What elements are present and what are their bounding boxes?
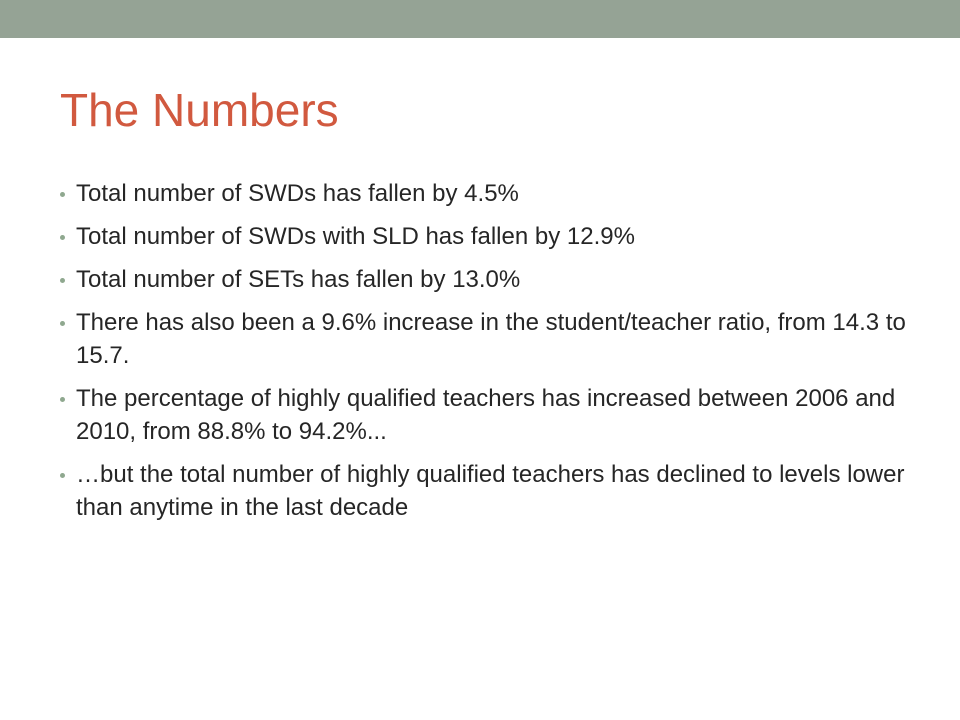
bullet-list bbox=[60, 177, 920, 534]
bullet-text: There has also been a 9.6% increase in the student/teacher ratio, from 14.3 to 15.7. bbox=[76, 309, 906, 369]
top-accent-bar bbox=[0, 0, 960, 38]
bullet-text: …but the total number of highly qualified teachers has declined to levels lower than anytime in the last decade bbox=[76, 461, 905, 521]
bullet-item bbox=[60, 458, 920, 524]
bullet-item bbox=[60, 220, 920, 253]
bullet-icon bbox=[60, 278, 65, 283]
bullet-text: Total number of SETs has fallen by 13.0% bbox=[76, 266, 521, 293]
bullet-icon bbox=[60, 473, 65, 478]
slide-title: The Numbers bbox=[60, 84, 339, 136]
bullet-text: Total number of SWDs has fallen by 4.5% bbox=[76, 180, 519, 207]
bullet-item bbox=[60, 306, 920, 372]
bullet-item bbox=[60, 382, 920, 448]
bullet-icon bbox=[60, 321, 65, 326]
bullet-icon bbox=[60, 235, 65, 240]
bullet-icon bbox=[60, 397, 65, 402]
bullet-icon bbox=[60, 192, 65, 197]
bullet-text: Total number of SWDs with SLD has fallen by 12.9% bbox=[76, 223, 635, 250]
bullet-item bbox=[60, 177, 920, 210]
bullet-text: The percentage of highly qualified teachers has increased between 2006 and 2010, from 88.8% to 94.2%... bbox=[76, 385, 896, 445]
bullet-item bbox=[60, 263, 920, 296]
